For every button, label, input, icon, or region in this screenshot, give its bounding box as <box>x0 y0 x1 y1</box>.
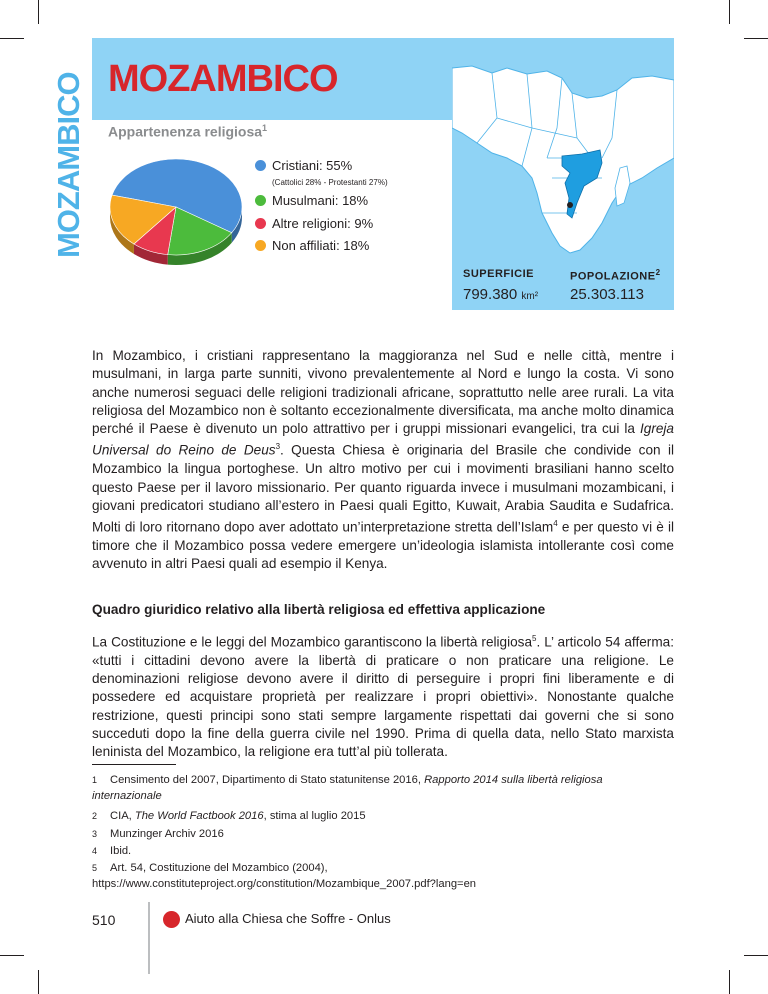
legend-item-christians <box>255 158 352 173</box>
intro-text: e per questo vi è il timore che il Mozambico possa vedere emergere un’ideologia islamista intollerante così come avvenuto in altri Paesi quali ad esempio il Kenya. <box>92 519 674 572</box>
population-label-text: POPOLAZIONE <box>570 270 656 283</box>
area-number: 799.380 <box>463 286 518 303</box>
org-logo-icon <box>163 911 180 928</box>
legend-dot <box>255 195 266 206</box>
legend-label: Non affiliati: 18% <box>272 238 370 253</box>
footnote-number: 1 <box>92 775 98 785</box>
section-title: Quadro giuridico relativo alla libertà religiosa ed effettiva applicazione <box>92 602 546 617</box>
footnote-text: Censimento del 2007, Dipartimento di Stato statunitense 2016, <box>110 774 425 786</box>
area-label: SUPERFICIE <box>463 268 535 280</box>
footnote-italic: The World Factbook 2016 <box>134 810 264 822</box>
footnote-4 <box>92 843 674 859</box>
legend-item-other <box>255 216 373 231</box>
footnote-rule <box>92 764 176 765</box>
legend-item-muslims <box>255 193 368 208</box>
side-title: MOZAMBICO <box>51 72 86 258</box>
crop-mark <box>729 0 730 24</box>
footer-divider <box>148 902 150 974</box>
crop-mark <box>729 970 730 994</box>
intro-italic: Igreja Universal do Reino de Deus <box>92 421 674 459</box>
population-value: 25.303.113 <box>570 286 644 303</box>
legend-christian-detail: (Cattolici 28% - Protestanti 27%) <box>272 178 388 187</box>
area-unit: km² <box>521 291 539 302</box>
population-sup: 2 <box>655 268 661 277</box>
legend-label: Cristiani: 55% <box>272 158 353 173</box>
intro-text: In Mozambico, i cristiani rappresentano la maggioranza nel Sud e nelle città, mentre i musulmani, in larga parte sunniti, vivono prevalentemente al Nord e lungo la costa. Vi sono anche numerosi seguaci delle religioni tradizionali africane, soprattutto nelle aree rurali. La vita religiosa del Mozambico non è soltanto eccezionalmente diversificata, ma anche molto dinamica perché il Paese è divenuto un polo attrattivo per i gruppi missionari evangelici, tra cui la <box>92 348 674 437</box>
legal-paragraph <box>92 630 674 762</box>
crop-mark <box>744 38 768 39</box>
population-label <box>570 268 661 283</box>
legend-label: Musulmani: 18% <box>272 193 369 208</box>
footnote-ref: 4 <box>553 519 558 529</box>
footnote-number: 5 <box>92 863 98 873</box>
footnote-ref: 3 <box>275 442 281 452</box>
crop-mark <box>744 955 768 956</box>
footnote-2 <box>92 808 674 824</box>
religion-heading-sup: 1 <box>262 123 268 133</box>
legend-dot <box>255 160 266 171</box>
crop-mark <box>38 0 39 24</box>
legal-text: La Costituzione e le leggi del Mozambico garantiscono la libertà religiosa <box>92 634 533 650</box>
page-number: 510 <box>92 912 116 928</box>
legend-label: Altre religioni: 9% <box>272 216 374 231</box>
footnote-italic: Rapporto 2014 sulla libertà religiosa internazionale <box>92 774 603 802</box>
legend-item-unaffiliated <box>255 238 369 253</box>
footnote-text: CIA, <box>110 810 135 822</box>
crop-mark <box>0 955 24 956</box>
capital-marker <box>567 202 573 208</box>
religion-pie-chart <box>108 155 248 275</box>
footnote-5 <box>92 860 674 892</box>
legend-dot <box>255 218 266 229</box>
footnote-text: Ibid. <box>110 845 132 857</box>
intro-paragraph <box>92 347 674 574</box>
org-name: Aiuto alla Chiesa che Soffre - Onlus <box>185 911 391 926</box>
crop-mark <box>0 38 24 39</box>
footnote-ref: 5 <box>532 634 537 643</box>
religion-heading-text: Appartenenza religiosa <box>108 123 263 140</box>
footnote-text: Art. 54, Costituzione del Mozambico (2004), https://www.constituteproject.org/constitution/Mozambique_2007.pdf?lang=en <box>92 862 477 890</box>
footnote-text: , stima al luglio 2015 <box>263 810 366 822</box>
religion-heading <box>108 123 267 140</box>
legal-text: . L’ articolo 54 afferma: «tutti i cittadini devono avere la libertà di praticare o non praticare una religione. Le denominazioni religiose devono avere il diritto di perseguire i propri fini liberamente e di possedere ed acquistare proprietà per realizzare i propri obiettivi». Nonostante qualche restrizione, questi principi sono stati sempre largamente rispettati dai governi che si sono succeduti dopo la fine della guerra civile nel 1990. Prima di quella data, nello Stato marxista leninista del Mozambico, la religione era tutt’al più tollerata. <box>92 634 674 760</box>
footnote-3 <box>92 826 674 842</box>
footnote-number: 4 <box>92 846 98 856</box>
legend-dot <box>255 240 266 251</box>
footnote-number: 3 <box>92 829 98 839</box>
page-title: MOZAMBICO <box>108 58 338 100</box>
footnote-1 <box>92 772 674 804</box>
crop-mark <box>38 970 39 994</box>
area-value <box>463 286 538 303</box>
footnote-number: 2 <box>92 811 98 821</box>
footnote-text: Munzinger Archiv 2016 <box>110 828 224 840</box>
intro-text: . Questa Chiesa è originaria del Brasile che condivide con il Mozambico la lingua portoghese. Un altro motivo per cui i movimenti brasiliani hanno scelto questo Paese per il lavoro missionario. Per quanto riguarda invece i musulmani mozambicani, i giovani predicatori studiano all’estero in Paesi quali Egitto, Kuwait, Arabia Saudita e Sudafrica. Molti di loro ritornano dopo aver adottato un’interpretazione stretta dell’Islam <box>92 443 674 535</box>
